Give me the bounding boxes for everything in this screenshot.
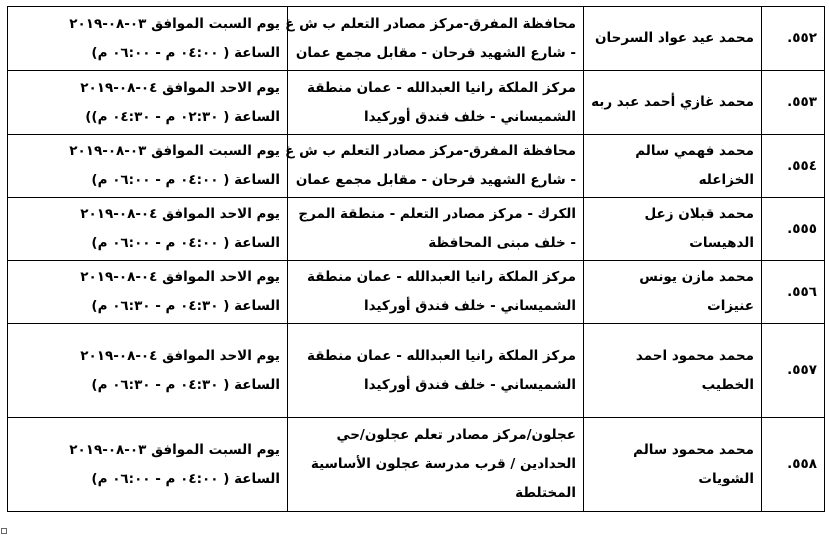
person-name: محمد عيد عواد السرحان bbox=[584, 7, 762, 71]
person-name: محمد محمود احمد الخطيب bbox=[584, 324, 762, 418]
exam-time bbox=[8, 324, 288, 418]
time-hours-line: الساعة ( ٠٤:٣٠ م - ٠٦:٣٠ م) bbox=[91, 298, 280, 314]
time-date-line: يوم السبت الموافق ٠٣-٠٨-٢٠١٩ bbox=[69, 441, 280, 458]
exam-time bbox=[8, 198, 288, 261]
location-line: الكرك - مركز مصادر التعلم - منطقة المرج bbox=[298, 206, 576, 222]
row-number: ٥٥٧. bbox=[762, 324, 825, 418]
location-line: عجلون/مركز مصادر تعلم عجلون/حي bbox=[336, 427, 576, 443]
person-name: محمد محمود سالم الشويات bbox=[584, 418, 762, 512]
location-line: الشميساني - خلف فندق أوركيدا bbox=[363, 298, 576, 314]
time-hours-line: الساعة ( ٠٢:٣٠ م - ٠٤:٣٠ م)) bbox=[85, 108, 280, 125]
location-line: - شارع الشهيد فرحان - مقابل مجمع عمان bbox=[295, 44, 576, 61]
exam-location bbox=[288, 71, 584, 135]
row-number: ٥٥٣. bbox=[762, 71, 825, 135]
row-number: ٥٥٢. bbox=[762, 7, 825, 71]
page-corner-marker bbox=[1, 528, 7, 534]
exam-location bbox=[288, 324, 584, 418]
time-date-line: يوم الاحد الموافق ٠٤-٠٨-٢٠١٩ bbox=[80, 269, 280, 285]
location-line: محافظة المفرق-مركز مصادر التعلم ب ش غ bbox=[285, 15, 576, 32]
location-line: الحدادين / قرب مدرسة عجلون الأساسية bbox=[310, 456, 576, 472]
exam-location bbox=[288, 198, 584, 261]
table-row bbox=[8, 198, 825, 261]
location-line: - شارع الشهيد فرحان - مقابل مجمع عمان bbox=[295, 172, 576, 188]
table-row bbox=[8, 418, 825, 512]
location-line: مركز الملكة رانيا العبدالله - عمان منطقة bbox=[307, 269, 576, 285]
schedule-table bbox=[7, 6, 825, 512]
time-date-line: يوم السبت الموافق ٠٣-٠٨-٢٠١٩ bbox=[69, 15, 280, 32]
table-row bbox=[8, 71, 825, 135]
exam-location bbox=[285, 7, 584, 71]
time-hours-line: الساعة ( ٠٤:٠٠ م - ٠٦:٠٠ م) bbox=[91, 44, 280, 61]
location-line: الشميساني - خلف فندق أوركيدا bbox=[363, 376, 576, 393]
table-row bbox=[8, 261, 825, 324]
person-name: محمد قبلان زعل الدهيسات bbox=[584, 198, 762, 261]
location-line: - خلف مبنى المحافظة bbox=[428, 235, 576, 251]
location-line: الشميساني - خلف فندق أوركيدا bbox=[363, 108, 576, 125]
exam-time bbox=[8, 261, 288, 324]
row-number: ٥٥٤. bbox=[762, 135, 825, 198]
time-hours-line: الساعة ( ٠٤:٠٠ م - ٠٦:٠٠ م) bbox=[91, 235, 280, 251]
time-hours-line: الساعة ( ٠٤:٣٠ م - ٠٦:٣٠ م) bbox=[91, 376, 280, 393]
table-row bbox=[8, 7, 825, 71]
location-line: مركز الملكة رانيا العبدالله - عمان منطقة bbox=[307, 79, 576, 96]
time-date-line: يوم الاحد الموافق ٠٤-٠٨-٢٠١٩ bbox=[80, 79, 280, 96]
table-row bbox=[8, 324, 825, 418]
exam-time bbox=[8, 7, 288, 71]
person-name: محمد مازن يونس عنيزات bbox=[584, 261, 762, 324]
time-date-line: يوم الاحد الموافق ٠٤-٠٨-٢٠١٩ bbox=[80, 206, 280, 222]
location-line: مركز الملكة رانيا العبدالله - عمان منطقة bbox=[307, 347, 576, 364]
time-hours-line: الساعة ( ٠٤:٠٠ م - ٠٦:٠٠ م) bbox=[91, 470, 280, 487]
exam-time bbox=[8, 71, 288, 135]
exam-time bbox=[8, 418, 288, 512]
row-number: ٥٥٦. bbox=[762, 261, 825, 324]
time-date-line: يوم السبت الموافق ٠٣-٠٨-٢٠١٩ bbox=[69, 143, 280, 159]
time-date-line: يوم الاحد الموافق ٠٤-٠٨-٢٠١٩ bbox=[80, 347, 280, 364]
exam-location bbox=[288, 418, 584, 512]
exam-location bbox=[288, 261, 584, 324]
location-line: محافظة المفرق-مركز مصادر التعلم ب ش غ bbox=[285, 143, 576, 159]
person-name: محمد فهمي سالم الخزاعله bbox=[584, 135, 762, 198]
exam-time bbox=[8, 135, 288, 198]
time-hours-line: الساعة ( ٠٤:٠٠ م - ٠٦:٠٠ م) bbox=[91, 172, 280, 188]
person-name: محمد غازي أحمد عبد ربه bbox=[584, 71, 762, 135]
row-number: ٥٥٨. bbox=[762, 418, 825, 512]
location-line: المختلطة bbox=[515, 485, 576, 501]
exam-location bbox=[285, 135, 584, 198]
row-number: ٥٥٥. bbox=[762, 198, 825, 261]
table-row bbox=[8, 135, 825, 198]
